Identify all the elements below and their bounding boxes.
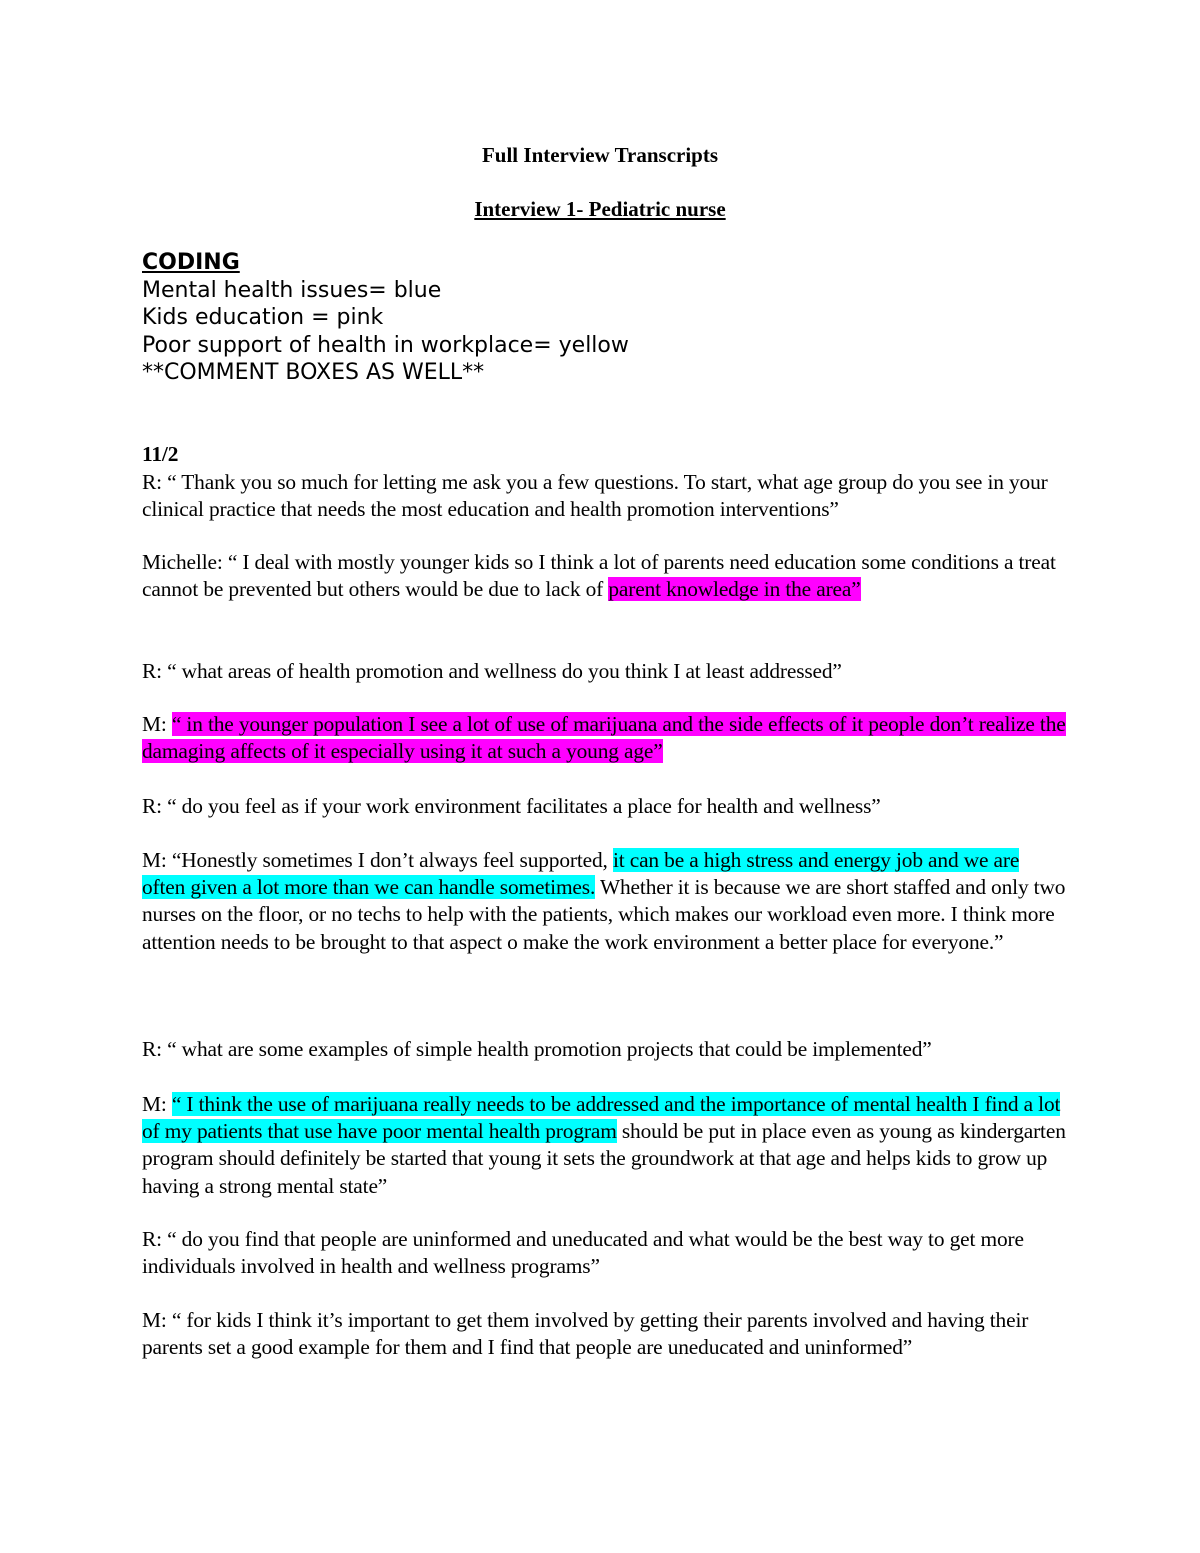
answer-1-text: Michelle: “ I deal with mostly younger kids so I think a lot of parents need education some conditions a treat cannot be prevented but others would be due to lack of xyxy=(142,550,1056,602)
answer-1-highlight-pink: parent knowledge in the area” xyxy=(608,577,861,602)
question-4: R: “ what are some examples of simple health promotion projects that could be implemented” xyxy=(142,1037,932,1061)
question-2: R: “ what areas of health promotion and wellness do you think I at least addressed” xyxy=(142,659,842,683)
answer-3-highlight-cyan: it can be a high stress and energy job and we are often given a lot more than we can handle sometimes. xyxy=(142,848,1020,900)
coding-legend xyxy=(142,249,629,387)
answer-4-text-cont: should be put in place even as young as kindergarten program should definitely be started that young it sets the groundwork at that age and helps kids to grow up having a strong mental state” xyxy=(142,1119,1066,1198)
question-3: R: “ do you feel as if your work environment facilitates a place for health and wellness” xyxy=(142,794,881,818)
answer-2-highlight-pink: “ in the younger population I see a lot of use of marijuana and the side effects of it people don’t realize the damaging affects of it especially using it at such a young age” xyxy=(142,712,1066,764)
coding-line-pink: Kids education = pink xyxy=(142,305,384,331)
question-5: R: “ do you find that people are uninformed and uneducated and what would be the best way to get more individuals involved in health and wellness programs” xyxy=(142,1227,1024,1279)
answer-2-speaker: M: xyxy=(142,712,172,736)
answer-4 xyxy=(142,1091,1067,1200)
answer-1 xyxy=(142,549,1067,603)
answer-3 xyxy=(142,847,1067,956)
answer-4-speaker: M: xyxy=(142,1092,172,1116)
answer-5: M: “ for kids I think it’s important to get them involved by getting their parents involved and having their parents set a good example for them and I find that people are uneducated and uninformed” xyxy=(142,1308,1029,1360)
coding-line-comments: **COMMENT BOXES AS WELL** xyxy=(142,360,485,386)
answer-3-text-cont: Whether it is because we are short staffed and only two nurses on the floor, or no techs to help with the patients, which makes our workload even more. I think more attention needs to be brought to that aspect o make the work environment a better place for everyone.” xyxy=(142,875,1066,954)
coding-heading: CODING xyxy=(142,250,240,275)
coding-line-blue: Mental health issues= blue xyxy=(142,277,442,303)
answer-3-text: M: “Honestly sometimes I don’t always feel supported, xyxy=(142,848,613,872)
answer-4-highlight-cyan: “ I think the use of marijuana really needs to be addressed and the importance of mental health I find a lot of my patients that use have poor mental health program xyxy=(142,1092,1061,1144)
answer-2 xyxy=(142,711,1067,765)
interview-subtitle: Interview 1- Pediatric nurse xyxy=(474,197,726,221)
interview-date: 11/2 xyxy=(142,442,179,466)
question-1: R: “ Thank you so much for letting me ask you a few questions. To start, what age group do you see in your clinical practice that needs the most education and health promotion interventions” xyxy=(142,470,1048,522)
coding-line-yellow: Poor support of health in workplace= yellow xyxy=(142,332,629,358)
document-title: Full Interview Transcripts xyxy=(481,143,719,167)
